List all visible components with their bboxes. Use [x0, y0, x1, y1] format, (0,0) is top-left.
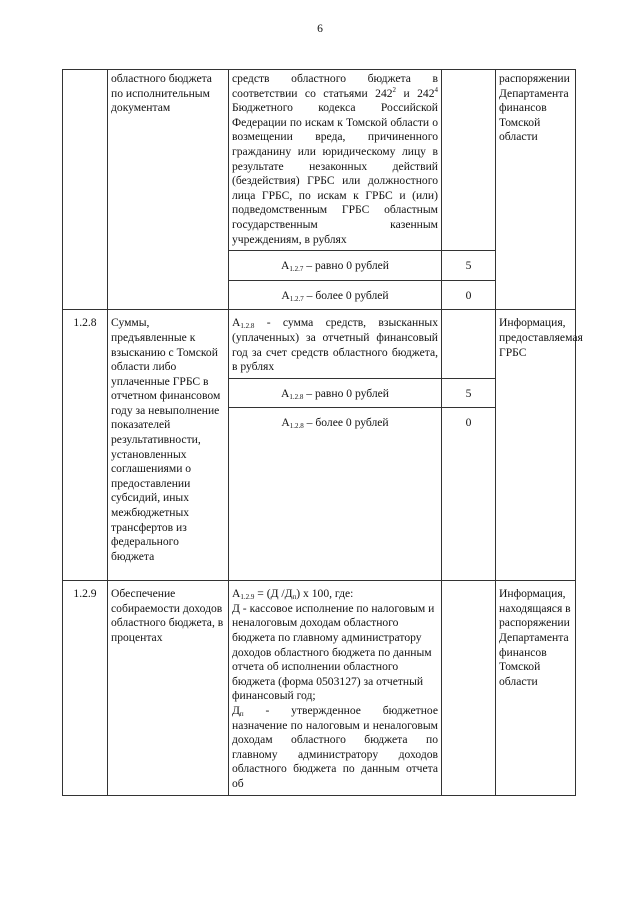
score-value: 0 [442, 408, 496, 581]
dp-definition: $Д_п$ - утвержденное бюджетное назначение по налоговым и неналоговым доходам областного бюджета по главному администратору доходов областного бюджета по данным отчета об [232, 704, 438, 790]
indicator-name: Обеспечение собираемости доходов областного бюджета, в процентах [108, 581, 229, 795]
score-cell [442, 70, 496, 251]
table-row [63, 70, 576, 251]
num-cell [63, 70, 108, 310]
info-source: распоряжении Департамента финансов Томской области [496, 70, 576, 310]
formula: $A_{1.2.9} = (Д$ $/Д_п$) х 100, где: [232, 587, 354, 602]
page-number: 6 [317, 22, 323, 35]
condition-text: $A_{1.2.7}$ – более 0 рублей [229, 280, 442, 310]
score-value: 0 [442, 280, 496, 310]
score-value: 5 [442, 378, 496, 408]
indicator-name: областного бюджета по исполнительным документам [108, 70, 229, 310]
info-source: Информация, находящаяся в распоряжении Департамента финансов Томской области [496, 581, 576, 795]
indicator-description [229, 581, 442, 795]
indicator-name: Суммы, предъявленные к взысканию с Томской области либо уплаченные ГРБС в отчетном финансовом году за невыполнение показателей результативности, установленных соглашениями о предоставлении субсидий, иных межбюджетных трансфертов из федерального бюджета [108, 310, 229, 581]
row-number: 1.2.9 [63, 581, 108, 795]
condition-text: $A_{1.2.7}$ – равно 0 рублей [229, 251, 442, 281]
table-row [63, 581, 576, 795]
condition-text: $A_{1.2.8}$ – равно 0 рублей [229, 378, 442, 408]
score-cell [442, 310, 496, 378]
indicator-description: $A_{1.2.8}$ - сумма средств, взысканных (уплаченных) за отчетный финансовый год за счет средств областного бюджета, в рублях [229, 310, 442, 378]
d-definition: Д - кассовое исполнение по налоговым и неналоговым доходам областного бюджета по главному администратору доходов областного бюджета по данным отчета об исполнении областного бюджета (форма 0503127) за отчетный финансовый год; [232, 601, 435, 703]
table-row [63, 310, 576, 378]
score-cell [442, 581, 496, 795]
condition-text: $A_{1.2.8}$ – более 0 рублей [229, 408, 442, 581]
indicator-description: средств областного бюджета в соответствии со статьями $242^2$ и $242^4$ Бюджетного кодекса Российской Федерации по искам к Томской области о возмещении вреда, причиненного гражданину или юридическому лицу в результате незаконных действий (бездействия) ГРБС или должностного лица ГРБС, по искам к ГРБС и (или) подведомственным ГРБС областным государственным казенным учреждениям, в рублях [229, 70, 442, 251]
row-number: 1.2.8 [63, 310, 108, 581]
info-source: Информация, предоставляемая ГРБС [496, 310, 576, 581]
criteria-table [62, 69, 583, 796]
score-value: 5 [442, 251, 496, 281]
